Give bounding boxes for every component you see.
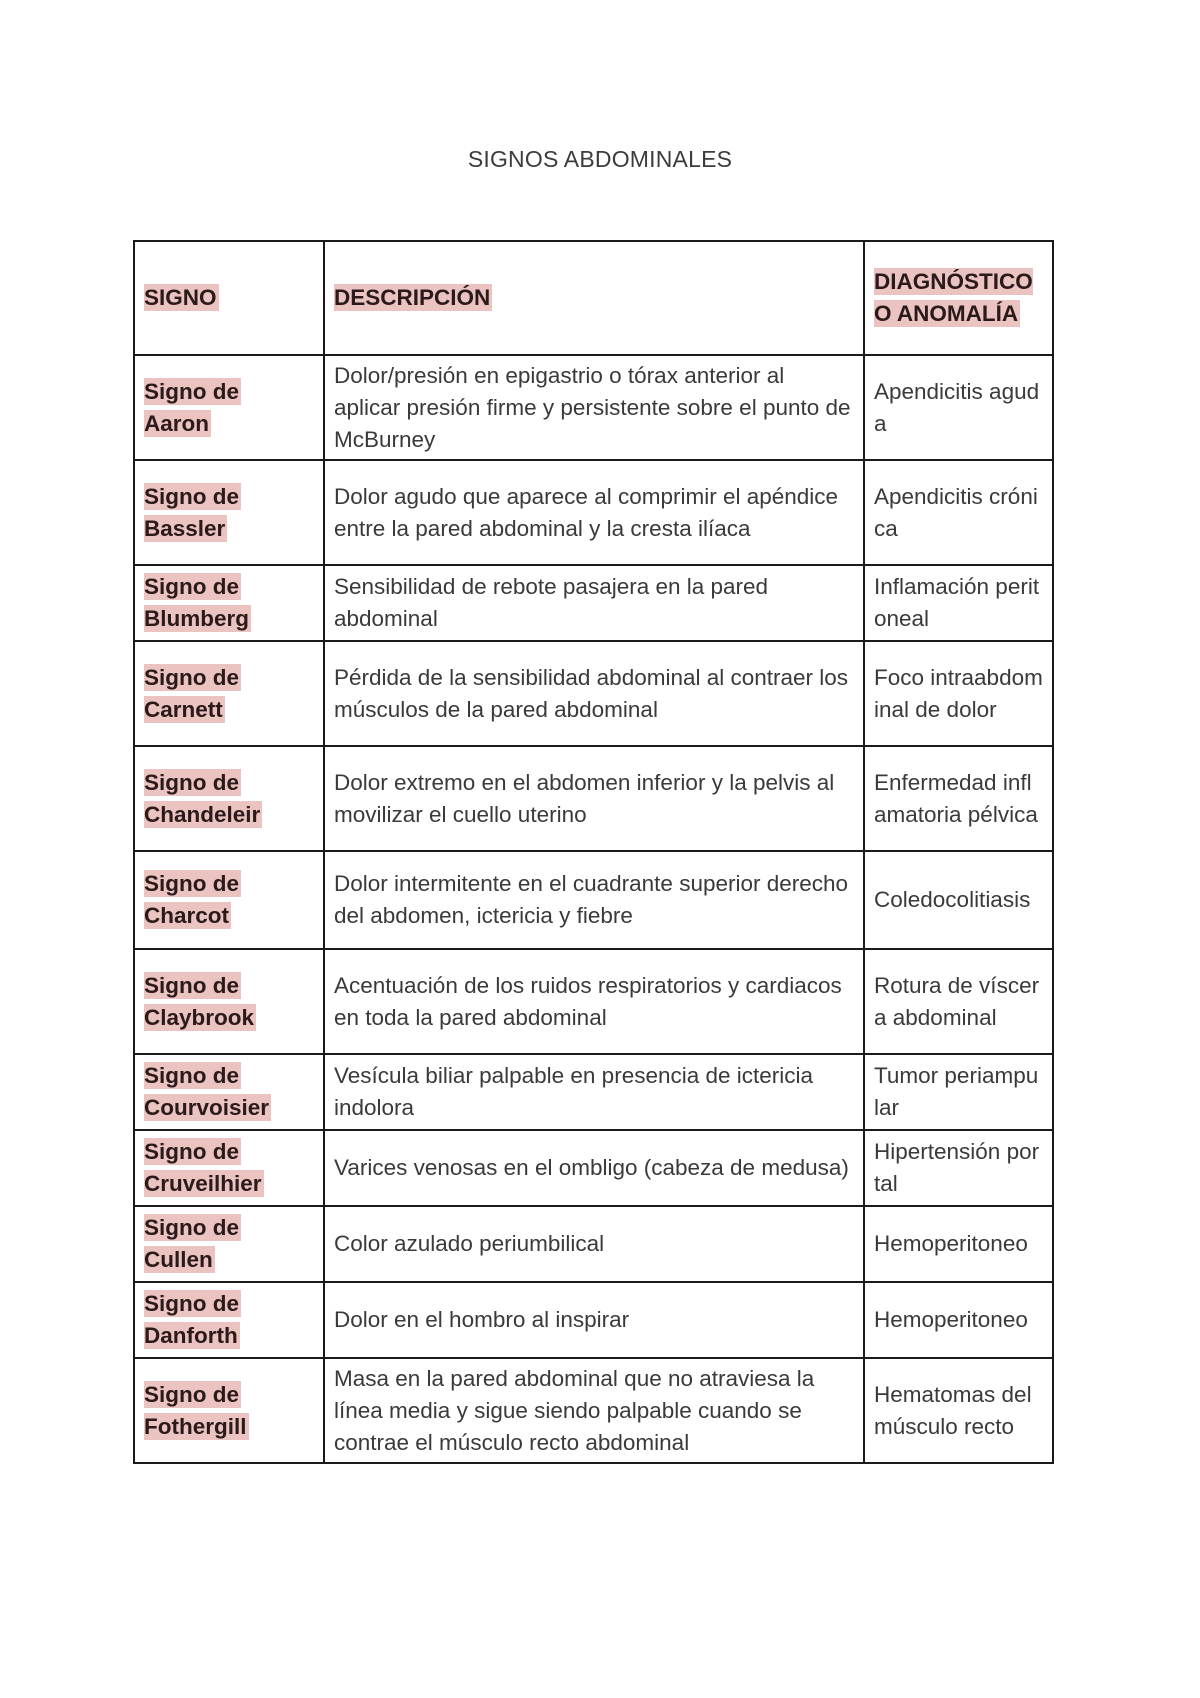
sign-prefix: Signo de <box>144 1215 239 1240</box>
sign-prefix: Signo de <box>144 871 239 896</box>
header-description: DESCRIPCIÓN <box>324 241 864 355</box>
table-row <box>134 1206 1053 1282</box>
sign-name: Bassler <box>144 515 226 541</box>
description-cell: Varices venosas en el ombligo (cabeza de medusa) <box>324 1130 864 1206</box>
table-row <box>134 851 1053 949</box>
sign-name: Cullen <box>144 1247 213 1272</box>
sign-prefix: Signo de <box>144 1139 239 1164</box>
diagnosis-cell: Hipertensión portal <box>864 1130 1053 1206</box>
description-cell: Dolor en el hombro al inspirar <box>324 1282 864 1358</box>
description-cell: Sensibilidad de rebote pasajera en la pared abdominal <box>324 565 864 641</box>
diagnosis-cell: Apendicitis aguda <box>864 355 1053 460</box>
header-diagnosis: DIAGNÓSTICO O ANOMALÍA <box>864 241 1053 355</box>
sign-cell <box>134 949 324 1054</box>
description-cell: Dolor agudo que aparece al comprimir el apéndice entre la pared abdominal y la cresta ilíaca <box>324 460 864 565</box>
sign-name: Courvoisier <box>144 1095 270 1120</box>
sign-prefix: Signo de <box>144 378 239 404</box>
diagnosis-cell: Rotura de víscera abdominal <box>864 949 1053 1054</box>
sign-name: Carnett <box>144 696 223 722</box>
sign-prefix: Signo de <box>144 1381 239 1407</box>
diagnosis-cell: Hemoperitoneo <box>864 1282 1053 1358</box>
sign-cell <box>134 641 324 746</box>
description-cell: Dolor intermitente en el cuadrante superior derecho del abdomen, ictericia y fiebre <box>324 851 864 949</box>
sign-cell <box>134 1130 324 1206</box>
diagnosis-cell: Apendicitis crónica <box>864 460 1053 565</box>
diagnosis-cell: Tumor periampular <box>864 1054 1053 1130</box>
signs-table <box>133 240 1054 1464</box>
diagnosis-cell: Enfermedad inflamatoria pélvica <box>864 746 1053 851</box>
sign-name: Danforth <box>144 1323 238 1348</box>
sign-name: Chandeleir <box>144 801 261 827</box>
sign-cell <box>134 460 324 565</box>
sign-prefix: Signo de <box>144 1063 239 1088</box>
table-row <box>134 565 1053 641</box>
description-cell: Masa en la pared abdominal que no atraviesa la línea media y sigue siendo palpable cuando se contrae el músculo recto abdominal <box>324 1358 864 1463</box>
table-row <box>134 355 1053 460</box>
description-cell: Vesícula biliar palpable en presencia de ictericia indolora <box>324 1054 864 1130</box>
sign-prefix: Signo de <box>144 972 239 998</box>
table-row <box>134 641 1053 746</box>
sign-name: Cruveilhier <box>144 1171 262 1196</box>
sign-name: Charcot <box>144 903 230 928</box>
sign-cell <box>134 1358 324 1463</box>
sign-name: Claybrook <box>144 1004 255 1030</box>
sign-prefix: Signo de <box>144 1291 239 1316</box>
diagnosis-cell: Inflamación peritoneal <box>864 565 1053 641</box>
sign-cell <box>134 1054 324 1130</box>
description-cell: Color azulado periumbilical <box>324 1206 864 1282</box>
sign-cell <box>134 1282 324 1358</box>
sign-prefix: Signo de <box>144 574 239 599</box>
table-row <box>134 1054 1053 1130</box>
diagnosis-cell: Coledocolitiasis <box>864 851 1053 949</box>
table-row <box>134 1130 1053 1206</box>
table-row <box>134 1282 1053 1358</box>
sign-prefix: Signo de <box>144 664 239 690</box>
description-cell: Dolor/presión en epigastrio o tórax anterior al aplicar presión firme y persistente sobre el punto de McBurney <box>324 355 864 460</box>
table-row <box>134 949 1053 1054</box>
diagnosis-cell: Foco intraabdominal de dolor <box>864 641 1053 746</box>
sign-cell <box>134 746 324 851</box>
sign-cell <box>134 355 324 460</box>
table-row <box>134 460 1053 565</box>
sign-name: Aaron <box>144 410 210 436</box>
sign-cell <box>134 565 324 641</box>
table-row <box>134 746 1053 851</box>
header-sign: SIGNO <box>134 241 324 355</box>
sign-name: Fothergill <box>144 1413 247 1439</box>
diagnosis-cell: Hematomas del músculo recto <box>864 1358 1053 1463</box>
page-title: SIGNOS ABDOMINALES <box>467 146 733 172</box>
table-header-row <box>134 241 1053 355</box>
sign-cell <box>134 1206 324 1282</box>
sign-cell <box>134 851 324 949</box>
diagnosis-cell: Hemoperitoneo <box>864 1206 1053 1282</box>
description-cell: Acentuación de los ruidos respiratorios y cardiacos en toda la pared abdominal <box>324 949 864 1054</box>
table-row <box>134 1358 1053 1463</box>
description-cell: Pérdida de la sensibilidad abdominal al contraer los músculos de la pared abdominal <box>324 641 864 746</box>
sign-prefix: Signo de <box>144 769 239 795</box>
description-cell: Dolor extremo en el abdomen inferior y la pelvis al movilizar el cuello uterino <box>324 746 864 851</box>
sign-prefix: Signo de <box>144 483 239 509</box>
sign-name: Blumberg <box>144 606 250 631</box>
